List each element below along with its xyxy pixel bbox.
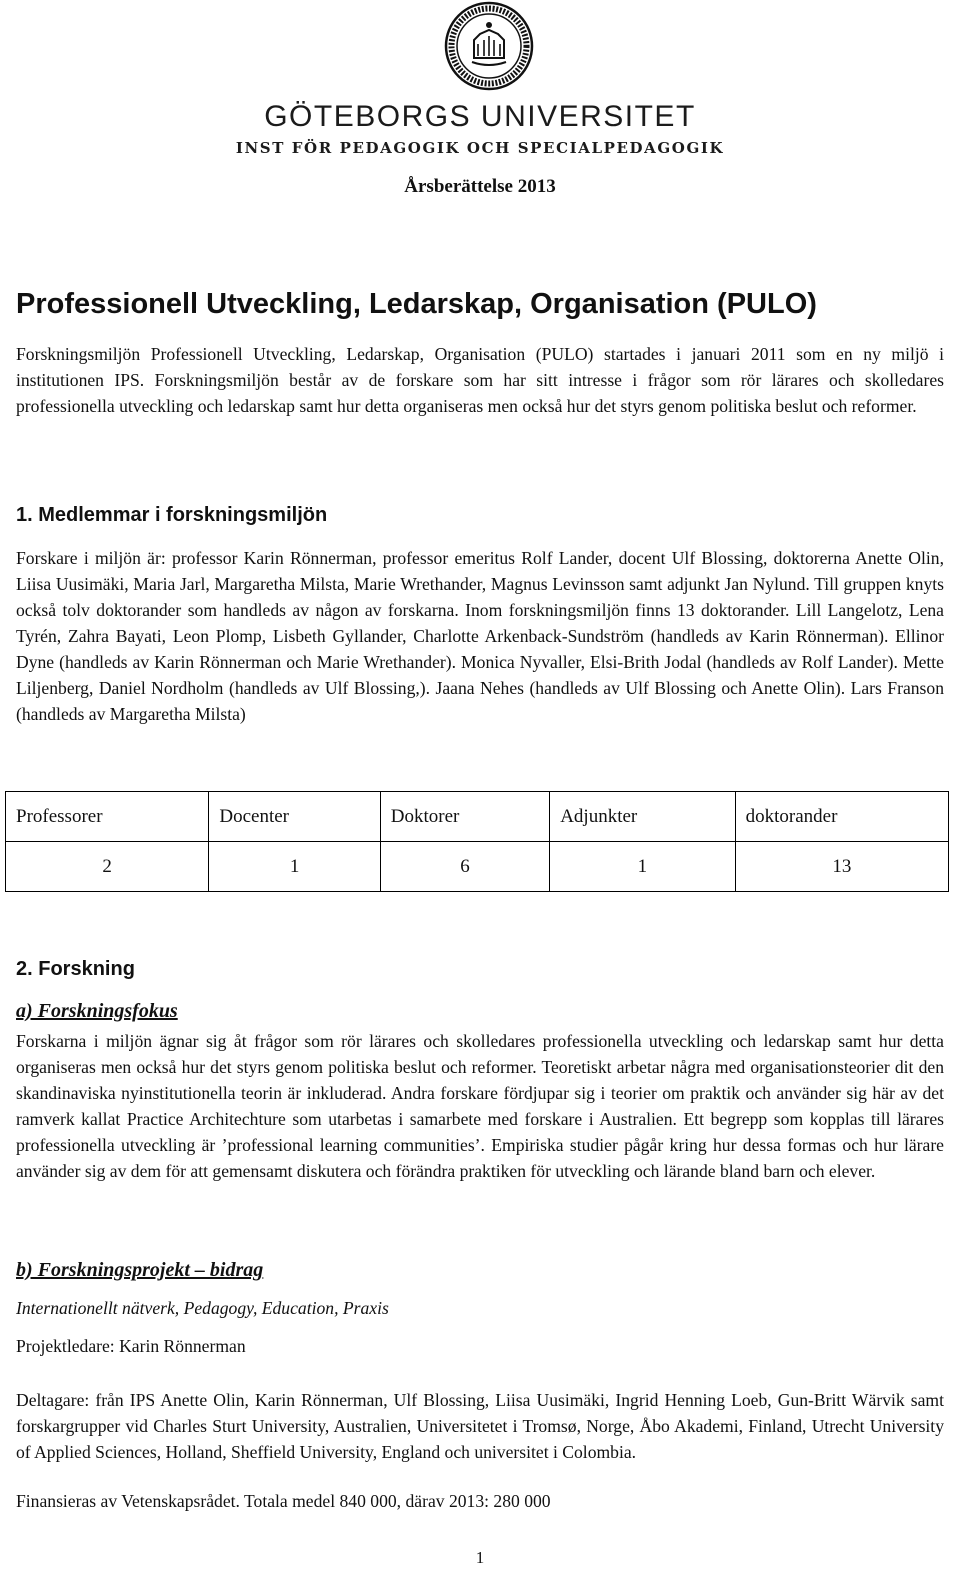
table-cell: 6 bbox=[380, 842, 549, 892]
table-cell: 1 bbox=[209, 842, 380, 892]
section-2-heading: 2. Forskning bbox=[16, 958, 135, 980]
table-header-cell: Doktorer bbox=[380, 792, 549, 842]
table-header-cell: Professorer bbox=[6, 792, 209, 842]
report-title: Årsberättelse 2013 bbox=[404, 176, 556, 197]
table-header-cell: doktorander bbox=[735, 792, 948, 842]
project-title: Internationellt nätverk, Pedagogy, Education, Praxis bbox=[16, 1298, 389, 1318]
university-name: GÖTEBORGS UNIVERSITET bbox=[264, 100, 696, 133]
document-title: Professionell Utveckling, Ledarskap, Organisation (PULO) bbox=[16, 288, 817, 320]
participants-paragraph: Deltagare: från IPS Anette Olin, Karin Rönnerman, Ulf Blossing, Liisa Uusimäki, Ingrid Henning Loeb, Gun-Britt Wärvik samt forskargrupper vid Charles Sturt University, Australien, Universitetet i Tromsø, Norge, Åbo Akademi, Finland, Utrecht University of Applied Sciences, Holland, Sheffield University, England och universitet i Colombia. bbox=[16, 1390, 944, 1462]
table-header-row bbox=[6, 792, 949, 842]
table-cell: 13 bbox=[735, 842, 948, 892]
members-paragraph: Forskare i miljön är: professor Karin Rönnerman, professor emeritus Rolf Lander, docent Ulf Blossing, doktorerna Anette Olin, Liisa Uusimäki, Maria Jarl, Margaretha Milsta, Marie Wrethander, Magnus Levinsson samt adjunkt Jan Nylund. Till gruppen knyts också tolv doktorander som handleds av någon av forskarna. Inom forskningsmiljön finns 13 doktorander. Lill Langelotz, Lena Tyrén, Zahra Bayati, Leon Plomp, Lisbeth Gyllander, Charlotte Arkenback-Sundström (handleds av Karin Rönnerman). Ellinor Dyne (handleds av Karin Rönnerman och Marie Wrethander). Monica Nyvaller, Elsi-Brith Jodal (handleds av Rolf Lander). Mette Liljenberg, Daniel Nordholm (handleds av Ulf Blossing,). Jaana Nehes (handleds av Ulf Blossing och Anette Olin). Lars Franson (handleds av Margaretha Milsta) bbox=[16, 548, 944, 724]
subsection-b-heading: b) Forskningsprojekt – bidrag bbox=[16, 1259, 264, 1281]
table-cell: 2 bbox=[6, 842, 209, 892]
page-number: 1 bbox=[475, 1548, 485, 1567]
department-name: INST FÖR PEDAGOGIK OCH SPECIALPEDAGOGIK bbox=[235, 139, 725, 157]
intro-paragraph: Forskningsmiljön Professionell Utveckling, Ledarskap, Organisation (PULO) startades i januari 2011 som en ny miljö i institutionen IPS. Forskningsmiljön består av de forskare som har sitt intresse i frågor som rör lärares och skolledares professionella utveckling och ledarskap samt hur detta organiseras men också hur det styrs genom politiska beslut och reformer. bbox=[16, 344, 944, 416]
table-cell: 1 bbox=[550, 842, 735, 892]
section-1-heading: 1. Medlemmar i forskningsmiljön bbox=[16, 504, 328, 526]
subsection-a-heading: a) Forskningsfokus bbox=[16, 1000, 178, 1022]
table-row bbox=[6, 842, 949, 892]
project-leader: Projektledare: Karin Rönnerman bbox=[16, 1336, 246, 1356]
funding-line: Finansieras av Vetenskapsrådet. Totala medel 840 000, därav 2013: 280 000 bbox=[16, 1491, 551, 1511]
research-focus-paragraph: Forskarna i miljön ägnar sig åt frågor som rör lärares och skolledares professionella utveckling och ledarskap samt hur detta organiseras men också hur det styrs genom politiska beslut och reformer. Teoretiskt arbetar några med organisationsteorier dit den skandinaviska nyinstitutionella teorin är inkluderad. Andra forskare fördjupar sig i teorier om praktik och använder sig här av det ramverk kallat Practice Architechture som utarbetas i samarbete med forskare i Australien. Ett begrepp som kopplas till lärares professionella utveckling är ’professional learning communities’. Empiriska studier pågår kring hur dessa formas och hur lärare använder sig av dem för att gemensamt diskutera och förändra praktiken för utveckling och lärande bland barn och elever. bbox=[16, 1031, 944, 1181]
table-header-cell: Adjunkter bbox=[550, 792, 735, 842]
university-seal-logo bbox=[444, 0, 534, 95]
table-header-cell: Docenter bbox=[209, 792, 380, 842]
staff-count-table bbox=[5, 791, 949, 892]
